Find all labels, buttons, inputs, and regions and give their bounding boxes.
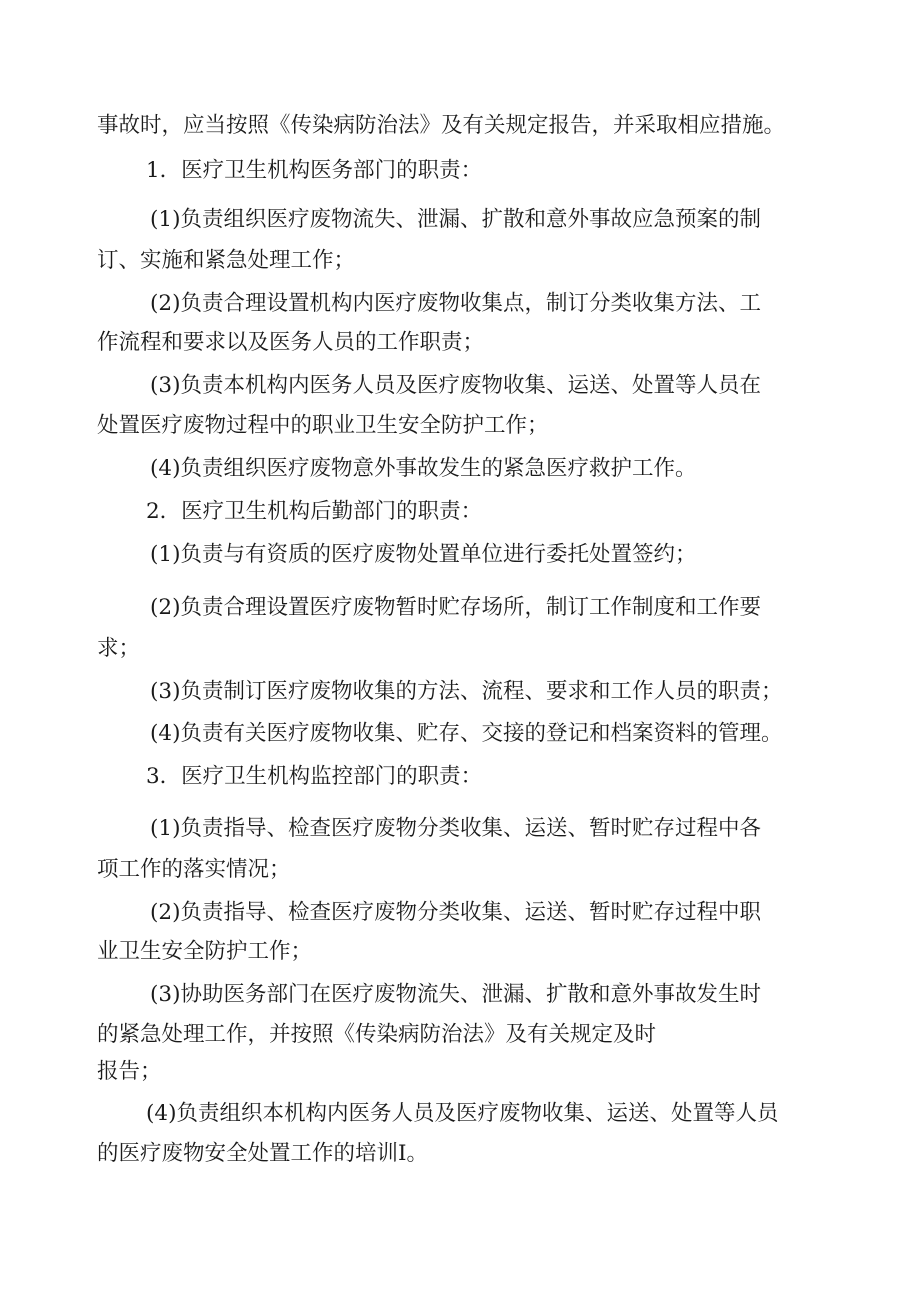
- paragraph-line: 求；: [97, 636, 141, 661]
- paragraph-line: (2)负责合理设置医疗废物暂时贮存场所，制订工作制度和工作要: [150, 595, 761, 620]
- paragraph-line: (4)负责组织医疗废物意外事故发生的紧急医疗救护工作。: [150, 456, 697, 481]
- paragraph-line: (1)负责与有资质的医疗废物处置单位进行委托处置签约；: [150, 542, 697, 567]
- paragraph-line: 的医疗废物安全处置工作的培训I。: [97, 1141, 428, 1166]
- section-heading: 3．医疗卫生机构监控部门的职责：: [146, 764, 483, 789]
- paragraph-line: 报告；: [97, 1059, 162, 1084]
- paragraph-line: 事故时，应当按照《传染病防治法》及有关规定报告，并采取相应措施。: [97, 113, 786, 138]
- paragraph-line: (3)负责制订医疗废物收集的方法、流程、要求和工作人员的职责；: [150, 679, 783, 704]
- paragraph-line: 项工作的落实情况；: [97, 857, 291, 882]
- section-heading: 2．医疗卫生机构后勤部门的职责：: [146, 499, 483, 524]
- section-heading: 1．医疗卫生机构医务部门的职责：: [146, 158, 483, 183]
- paragraph-line: (3)负责本机构内医务人员及医疗废物收集、运送、处置等人员在: [150, 373, 761, 398]
- paragraph-line: 作流程和要求以及医务人员的工作职责；: [97, 330, 485, 355]
- paragraph-line: (4)负责组织本机构内医务人员及医疗废物收集、运送、处置等人员: [146, 1101, 779, 1126]
- paragraph-line: (1)负责组织医疗废物流失、泄漏、扩散和意外事故应急预案的制: [150, 207, 761, 232]
- paragraph-line: (3)协助医务部门在医疗废物流失、泄漏、扩散和意外事故发生时: [150, 982, 761, 1007]
- paragraph-line: (2)负责合理设置机构内医疗废物收集点，制订分类收集方法、工: [150, 291, 761, 316]
- paragraph-line: 业卫生安全防护工作；: [97, 939, 313, 964]
- paragraph-line: 订、实施和紧急处理工作；: [97, 248, 356, 273]
- paragraph-line: (1)负责指导、检查医疗废物分类收集、运送、暂时贮存过程中各: [150, 816, 761, 841]
- paragraph-line: 的紧急处理工作，并按照《传染病防治法》及有关规定及时: [97, 1022, 657, 1047]
- paragraph-line: (4)负责有关医疗废物收集、贮存、交接的登记和档案资料的管理。: [150, 721, 783, 746]
- paragraph-line: 处置医疗废物过程中的职业卫生安全防护工作；: [97, 413, 549, 438]
- paragraph-line: (2)负责指导、检查医疗废物分类收集、运送、暂时贮存过程中职: [150, 900, 761, 925]
